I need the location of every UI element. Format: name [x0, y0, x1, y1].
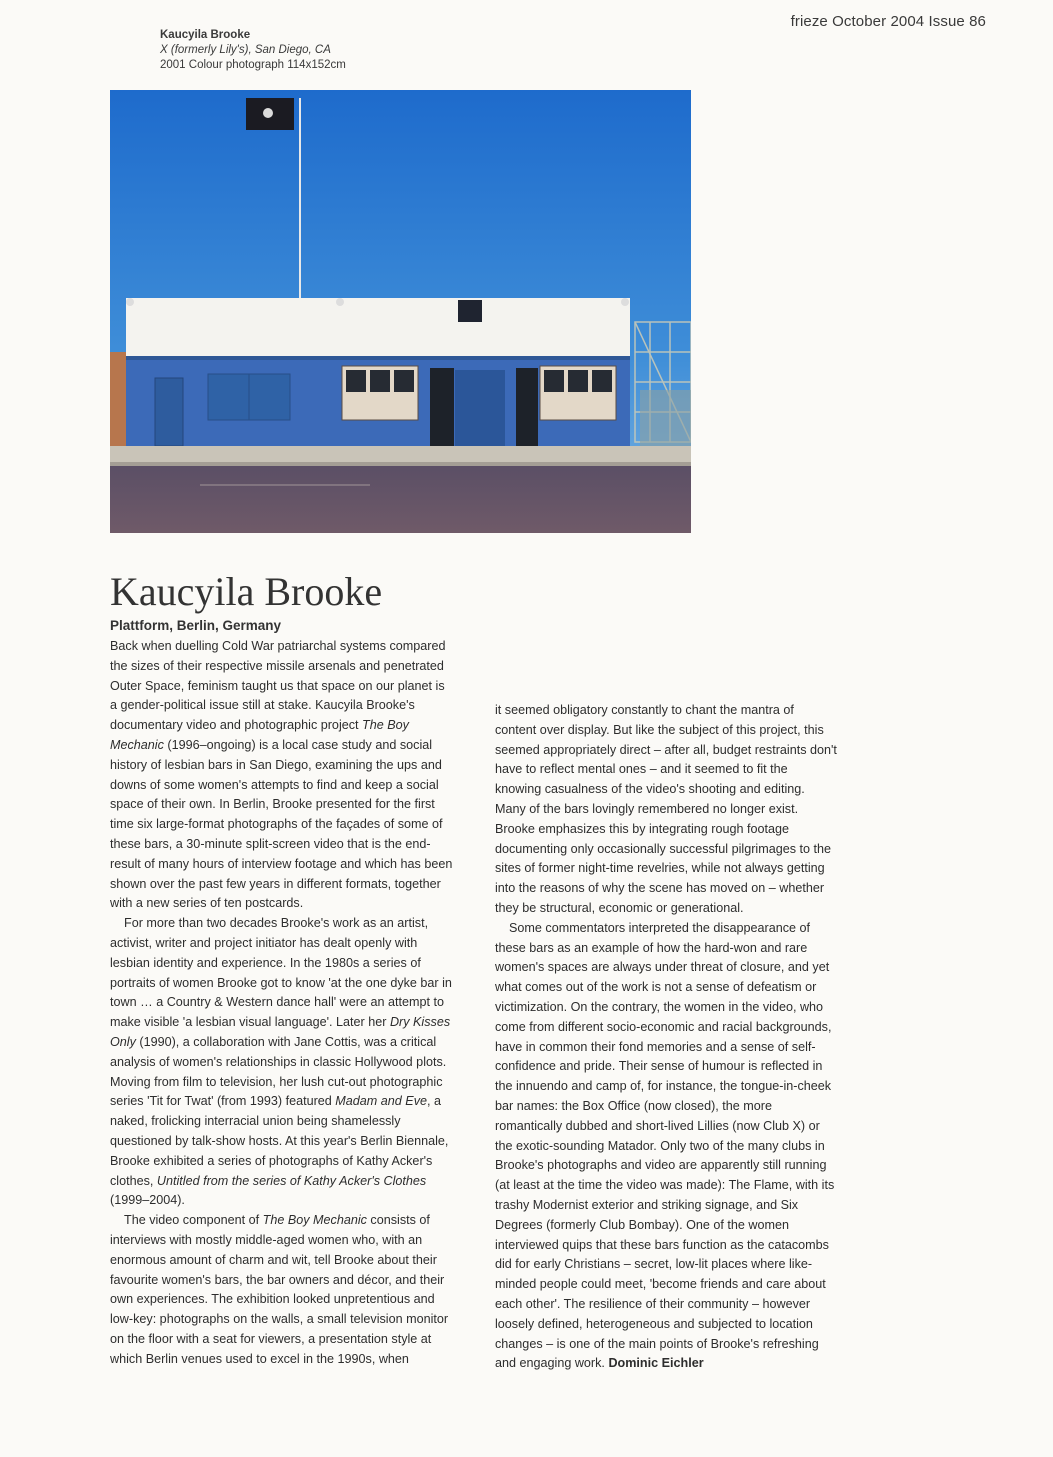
work-title: The Boy Mechanic — [110, 718, 409, 752]
article-column-1 — [110, 637, 454, 1369]
paragraph — [495, 919, 837, 1374]
exhibition-venue: Plattform, Berlin, Germany — [110, 618, 282, 633]
caption-artist: Kaucyila Brooke — [160, 29, 251, 41]
article-headline: Kaucyila Brooke — [110, 569, 383, 614]
text: Back when duelling Cold War patriarchal systems compared the sizes of their respective missile arsenals and penetrated Outer Space, feminism taught us that space on our planet is a gender-political issue still at stake. Kaucyila Brooke's documentary video and photographic project — [110, 639, 446, 733]
article-column-2 — [495, 701, 837, 1374]
text: The video component of — [124, 1213, 263, 1228]
bar-facade-photograph — [110, 90, 691, 533]
text: (1996–ongoing) is a local case study and social history of lesbian bars in San Diego, examining the ups and downs of some women's attempts to find and keep a social space of their own. In Berlin, Brooke presented for the first time six large-format photographs of the façades of some of these bars, a 30-minute split-screen video that is the end-result of many hours of interview footage and which has been shown over the past few years in different formats, together with a new series of ten postcards. — [110, 737, 453, 911]
author-byline: Dominic Eichler — [608, 1356, 704, 1371]
work-title: Dry Kisses Only — [110, 1015, 451, 1049]
work-title: Untitled from the series of Kathy Acker's Clothes — [156, 1173, 427, 1188]
text: For more than two decades Brooke's work as an artist, activist, writer and project initiator has dealt openly with lesbian identity and experience. In the 1980s a series of portraits of women Brooke got to know 'at the one dyke bar in town … a Country & Western dance hall' were an attempt to make visible 'a lesbian visual language'. Later her — [110, 916, 452, 1030]
text: consists of interviews with mostly middle-aged women who, with an enormous amount of charm and wit, tell Brooke about their favourite women's bars, the bar owners and décor, and their own experiences. The exhibition looked unpretentious and low-key: photographs on the walls, a small television monitor on the floor with a seat for viewers, a presentation style at which Berlin venues used to excel in the 1990s, when — [110, 1213, 449, 1366]
paragraph — [110, 1211, 454, 1369]
caption-details: 2001 Colour photograph 114x152cm — [160, 59, 346, 71]
masthead: frieze October 2004 Issue 86 — [790, 13, 986, 30]
text: , a naked, frolicking interracial union being shamelessly questioned by talk-show hosts. At this year's Berlin Biennale, Brooke exhibited a series of photographs of Kathy Acker's clothes, — [110, 1094, 449, 1188]
text: (1999–2004). — [110, 1193, 185, 1208]
work-title: Madam and Eve — [335, 1094, 428, 1109]
paragraph — [110, 637, 454, 914]
caption-work-title: X (formerly Lily's), San Diego, CA — [160, 44, 331, 56]
photo-caption — [160, 28, 346, 73]
work-title: The Boy Mechanic — [262, 1213, 367, 1228]
text: (1990), a collaboration with Jane Cottis, was a critical analysis of women's relationships in classic Hollywood plots. Moving from film to television, her lush cut-out photographic series 'Tit for Twat' (from 1993) featured — [110, 1034, 447, 1109]
paragraph — [110, 914, 454, 1211]
paragraph: it seemed obligatory constantly to chant the mantra of content over display. But like the subject of this project, this seemed appropriately direct – after all, budget restraints don't have to reflect mental ones – and it seemed to fit the knowing casualness of the video's shooting and editing. Many of the bars lovingly remembered no longer exist. Brooke emphasizes this by integrating rough footage documenting only occasionally successful pilgrimages to the sites of former night-time revelries, while not always getting into the reasons of why the scene has moved on – whether they be structural, economic or generational. — [495, 703, 837, 915]
text: Some commentators interpreted the disappearance of these bars as an example of how the hard-won and rare women's spaces are always under threat of closure, and yet what comes out of the work is not a sense of defeatism or victimization. On the contrary, the women in the video, who come from different socio-economic and racial backgrounds, have in common their fond memories and a sense of self-confidence and pride. Their sense of humour is reflected in the innuendo and camp of, for instance, the tongue-in-cheek bar names: the Box Office (now closed), the more romantically dubbed and short-lived Lillies (now Club X) or the exotic-sounding Matador. Only two of the many clubs in Brooke's photographs and video are apparently still running (at least at the time the video was made): The Flame, with its trashy Modernist exterior and striking signage, and Six Degrees (formerly Club Bombay). One of the women interviewed quips that these bars function as the catacombs did for early Christians – secret, low-lit places where like-minded people could meet, 'become friends and care about each other'. The resilience of their community – however loosely defined, heterogeneous and subjected to location changes – is one of the main points of Brooke's refreshing and engaging work. — [495, 920, 835, 1371]
